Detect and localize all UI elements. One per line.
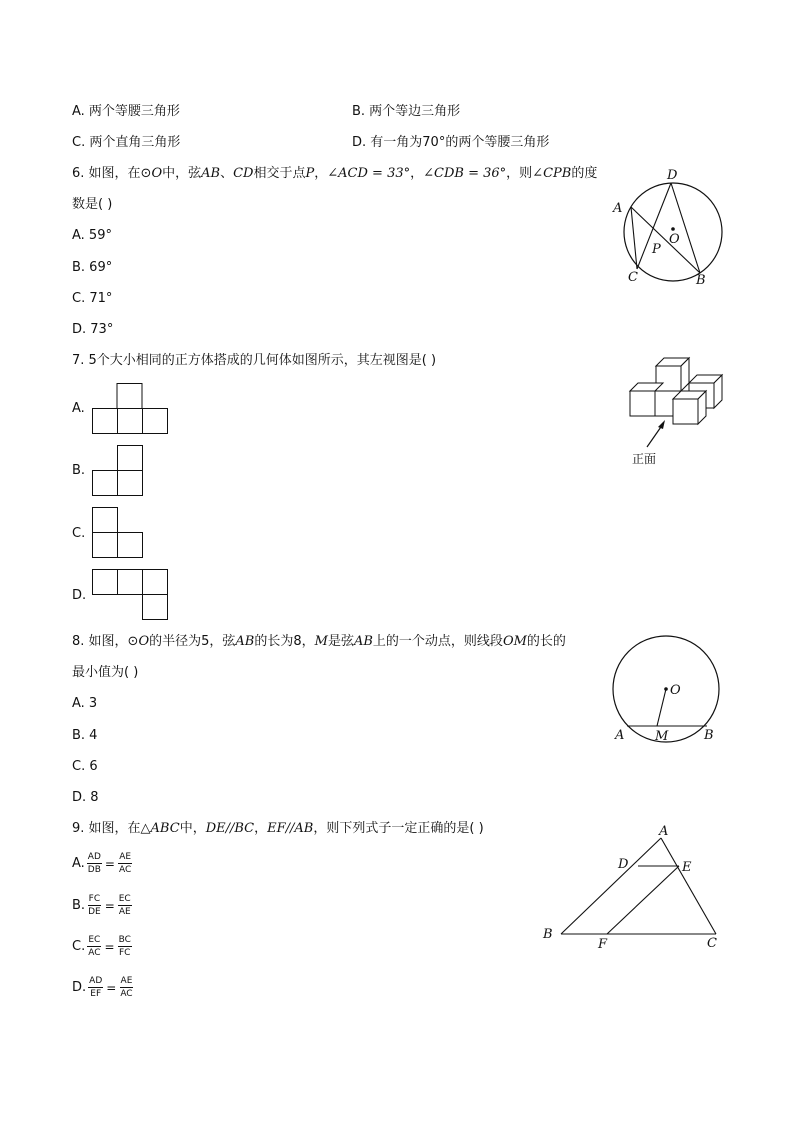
- q9-option-b: B. $\frac{FC}{DE}$ = $\frac{EC}{AE}$: [72, 894, 131, 917]
- q7-option-d-figure: [92, 569, 170, 621]
- q6-label-a: A: [613, 201, 623, 216]
- q6-stem-line1: 6. 如图，在⊙O中，弦AB、CD相交于点P，∠ACD = 33°，∠CDB = 36°，则∠CPB的度: [72, 166, 598, 181]
- q7-option-b-label: B.: [72, 463, 86, 478]
- q7-option-a-label: A.: [72, 401, 85, 416]
- q5-option-b: B. 两个等边三角形: [352, 104, 461, 119]
- q8-stem-line1: 8. 如图，⊙O的半径为5，弦AB的长为8，M是弦AB上的一个动点，则线段OM的长的: [72, 634, 566, 649]
- q5-option-d: D. 有一角为70°的两个等腰三角形: [352, 135, 550, 150]
- q8-label-o: O: [670, 683, 681, 698]
- q6-label-b: B: [696, 273, 706, 288]
- q9-option-c: C. $\frac{EC}{AC}$ = $\frac{BC}{FC}$: [72, 935, 131, 958]
- q8-option-a: A. 3: [72, 696, 98, 711]
- q8-label-b: B: [704, 728, 714, 743]
- q6-label-c: C: [628, 270, 638, 285]
- q9-stem: 9. 如图，在△ABC中，DE//BC，EF//AB，则下列式子一定正确的是( ): [72, 821, 484, 836]
- q6-label-p: P: [652, 242, 661, 257]
- q8-label-m: M: [655, 729, 669, 744]
- q7-stem: 7. 5个大小相同的正方体搭成的几何体如图所示，其左视图是( ): [72, 353, 437, 368]
- q7-front-label: 正面: [632, 452, 657, 466]
- q9-label-d: D: [618, 857, 629, 872]
- q8-label-a: A: [615, 728, 625, 743]
- q6-circle-figure: [600, 160, 730, 290]
- q6-label-d: D: [667, 168, 678, 183]
- q5-option-c: C. 两个直角三角形: [72, 135, 181, 150]
- q9-label-e: E: [682, 860, 692, 875]
- q7-option-b-figure: [92, 445, 146, 497]
- q6-label-o: O: [669, 232, 680, 247]
- q9-label-a: A: [659, 824, 669, 839]
- q8-stem-line2: 最小值为( ): [72, 665, 139, 680]
- q6-stem-line2: 数是( ): [72, 197, 113, 212]
- q6-option-a: A. 59°: [72, 228, 112, 243]
- q9-label-f: F: [598, 937, 608, 952]
- q7-option-a-figure: [92, 383, 170, 435]
- q7-option-d-label: D.: [72, 588, 87, 603]
- q9-label-c: C: [707, 936, 717, 951]
- q8-option-c: C. 6: [72, 759, 98, 774]
- q9-label-b: B: [543, 927, 553, 942]
- q9-triangle-figure: [540, 822, 730, 957]
- q6-option-d: D. 73°: [72, 322, 114, 337]
- q8-option-b: B. 4: [72, 728, 98, 743]
- q9-option-d: D. $\frac{AD}{EF}$ = $\frac{AE}{AC}$: [72, 976, 133, 999]
- q6-option-c: C. 71°: [72, 291, 113, 306]
- q8-circle-figure: [605, 632, 730, 747]
- q7-option-c-label: C.: [72, 526, 86, 541]
- q7-cube-figure: [625, 352, 755, 470]
- q7-option-c-figure: [92, 507, 146, 559]
- q6-option-b: B. 69°: [72, 260, 113, 275]
- q9-option-a: A. $\frac{AD}{DB}$ = $\frac{AE}{AC}$: [72, 852, 132, 875]
- q5-option-a: A. 两个等腰三角形: [72, 104, 180, 119]
- q8-option-d: D. 8: [72, 790, 99, 805]
